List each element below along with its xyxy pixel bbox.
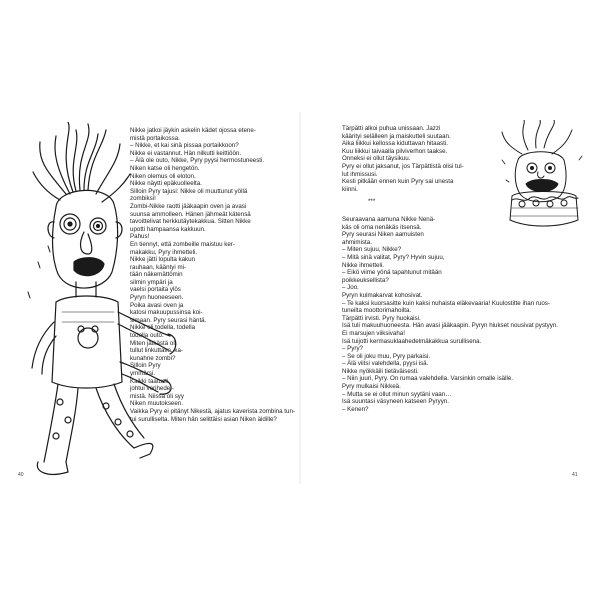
text-line: Niken muutokseen. [130,400,183,408]
text-line: Silloin Pyry tajusi: Nikke oli muuttunut yöllä [130,187,248,195]
left-page-number: 40 [18,472,24,478]
text-line: käs oli oma nenäkäs itsensä. [342,223,422,231]
text-line: suunsa ammolleen. Hänen jähmeät kätensä [130,210,251,218]
text-line: ahmimista. [342,238,372,246]
text-line: Nikke ei vastannut. Hän nilkutti keittiöön. [130,149,242,157]
text-line: Vaikka Pyry ei pitänyt Nikestä, ajatus kaverista zombina tun- [130,407,295,415]
book-gutter [299,112,301,484]
text-line: – Miten sujuu, Nikke? [342,246,402,254]
text-line: Silloin Pyry [130,362,161,370]
text-line: Kuu liikkui taivaalla pilviverhon taakse. [342,147,448,155]
text-line: käärityi selälleen ja maiskutteli suutaan. [342,132,451,140]
text-line: tui surulliselta. Miten hän selittäisi asian Niken äidille? [130,415,277,423]
text-line: Isä suuntasi väsyneen katseen Pyryyn. [342,398,449,406]
text-line: katosi makuupussinsa koi- [130,309,203,317]
text-line: – Pyry? [342,345,363,353]
text-line: – Älä ole outo, Nikke, Pyry pyysi hermostuneesti. [130,157,265,165]
text-line: Zombi-Nikke raotti jääkaapin oven ja avasi [130,202,247,210]
boy-eating-cake-icon [498,120,588,230]
left-page [10,112,295,484]
right-page-top-text [342,125,502,193]
text-line: Tärpätti alkoi puhua unissaan. Jazzi [342,125,441,132]
text-line: tään näkemättömin [130,271,183,279]
text-line: makakku, Pyry ihmetteli. [130,248,198,256]
text-line: upotti hampaansa kakkuun. [130,225,206,233]
text-line: tuneilta moottorimahoilta. [342,307,412,315]
text-line: – Nikke, et kai sinä pissaa portaikkoon? [130,142,239,150]
text-line: silmin ympäri ja [130,278,173,286]
text-line: Kaikki taatusti [130,377,169,385]
text-line: zombiksi! [130,195,156,203]
text-line: Tärpätti irvisti. Pyry huokaisi. [342,314,421,322]
text-line: – Mutta se ei ollut minun syytäni vaan… [342,390,452,398]
right-page-body-text [342,216,578,413]
text-line: lut ihmissusi. [342,170,378,178]
text-line: Pyryn kulmakarvat kohosivat. [342,291,423,299]
text-line: Pahus! [130,233,150,241]
text-line: poikkeuksellista? [342,276,389,284]
text-line: Nikke jätti lopulta kakun [130,256,196,264]
text-line: tullut linkuttava, ka- [130,347,183,355]
text-line: Poika avasi oven ja [130,301,184,309]
text-line: Onneksi ei ollut täysikuu. [342,155,411,163]
text-line: mistä portaikossa. [130,134,180,142]
text-line: vaelsi portaita ylös [130,286,181,294]
text-line: mistä. Niissä oli syy [130,392,184,400]
text-line: – Joo. [342,284,359,292]
text-line: – Älä viitsi valehdella, pyysi isä. [342,360,429,368]
text-line: tavoittelivat herkkutäytekakkua. Sitten Nikke [130,218,251,226]
text-line: simaan. Pyry seurasi häntä. [130,316,207,324]
text-line: Pyry ei ollut jaksanut, jos Tärpättistä olisi tul- [342,162,464,170]
text-line: kunahne zombi? [130,354,176,362]
text-line: Seuraavana aamuna Nikke Nenä- [342,216,436,223]
text-line: Isä tuli makuuhuoneesta. Hän avasi jääkaapin. Pyryn hiukset nousivat pystyyn. [342,322,558,330]
text-line: todella outo. [130,332,164,340]
text-line: Nikke oli todella, todella [130,324,196,332]
text-line: Niken katse oli hengetön. [130,164,200,172]
text-line: johtui verihedel- [130,385,174,393]
text-line: – Kenen? [342,405,369,413]
left-page-text [130,127,295,423]
right-page [310,112,590,484]
text-line: Nikke nyökkäili tietäväisesti. [342,367,419,375]
text-line: Kesti pitkään ennen kuin Pyry sai unesta [342,178,454,186]
text-line: En tiennyt, että zombeille maistuu ker- [130,240,235,248]
text-line: – Niin juuri, Pyry. On rumaa valehdella. Varsinkin omalle isälle. [342,375,514,383]
text-line: Nikke jatkoi jäykin askelin kädet ojossa etene- [130,127,256,134]
right-page-number: 41 [572,472,578,478]
text-line: Pyry seurasi Niken aamuisten [342,231,424,239]
text-line: – Te kaksi kuorsasitte kuin kaksi nuhaista eläkevaaria! Kuulostitte ihan ruos- [342,299,550,307]
text-line: – Se oli joku muu, Pyry parkaisi. [342,352,431,360]
text-line: Pyry mulkaisi Nikkeä. [342,383,401,391]
text-line: Nikke näytti epäkuolleelta. [130,180,202,188]
text-line: – Mitä sinä valitat, Pyry? Hyvin sujuu, [342,253,445,261]
text-line: Miten jätkästä oli [130,339,177,347]
text-line: kiinni. [342,185,358,193]
text-line: rauhaan, kääntyi mi- [130,263,187,271]
text-line: ymmärsi. [130,370,156,377]
text-line: Niken olemus oli eloton. [130,172,196,180]
section-separator: *** [368,198,376,205]
text-line: – Eikö viime yönä tapahtunut mitään [342,269,442,277]
text-line: Nikke ihmetteli. [342,261,384,269]
text-line: Pyryn huoneeseen. [130,294,184,302]
text-line: Aika liikkui kellossa kiduttavan hitaasti. [342,140,448,148]
text-line: Ei marsujen viiksivaha! [342,329,405,337]
text-line: Isä tuijotti kermasuklaahedelmäkakkua surullisena. [342,337,482,345]
